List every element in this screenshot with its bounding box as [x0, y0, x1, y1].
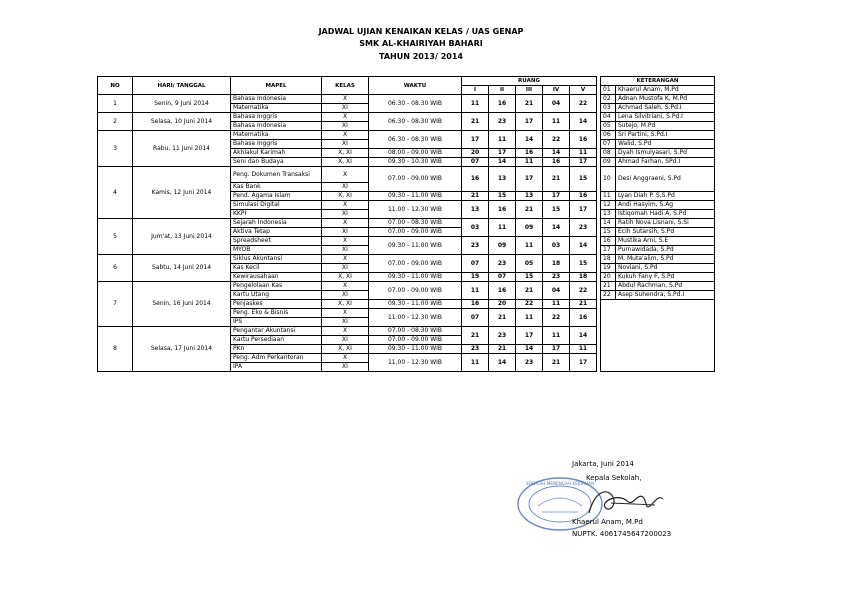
day-date: Selasa, 10 Juni 2014: [133, 113, 231, 131]
waktu-cell: 07.00 - 08.30 WIB: [369, 219, 462, 228]
ruang-cell: 16: [543, 158, 570, 167]
ruang-cell: 17: [543, 192, 570, 201]
keterangan-no: 17: [601, 246, 616, 255]
table-row: [98, 131, 715, 140]
mapel-cell: Bahasa Inggris: [231, 140, 322, 149]
ruang-cell: 17: [516, 327, 543, 345]
waktu-cell: 08.00 - 09.00 WIB: [369, 149, 462, 158]
ruang-cell: 04: [543, 95, 570, 113]
header-ruang: RUANG: [462, 77, 597, 86]
ruang-cell: 22: [543, 131, 570, 149]
mapel-cell: Peng. Dokumen Transaksi: [231, 167, 322, 183]
ruang-cell: 23: [516, 354, 543, 372]
mapel-cell: Aktiva Tetap: [231, 228, 322, 237]
ruang-cell: 09: [489, 237, 516, 255]
mapel-cell: IPS: [231, 318, 322, 327]
ruang-cell: 07: [462, 309, 489, 327]
day-date: Selasa, 17 Juni 2014: [133, 327, 231, 372]
day-no: 4: [98, 167, 133, 219]
kelas-cell: XI: [322, 246, 369, 255]
kelas-cell: XI: [322, 104, 369, 113]
ruang-cell: 21: [489, 309, 516, 327]
keterangan-name: Mustika Arni, S.E: [616, 237, 715, 246]
keterangan-no: 13: [601, 210, 616, 219]
mapel-cell: IPA: [231, 363, 322, 372]
ruang-cell: 14: [489, 158, 516, 167]
ruang-cell: 21: [570, 300, 597, 309]
page-title: JADWAL UJIAN KENAIKAN KELAS / UAS GENAP: [318, 27, 524, 36]
mapel-cell: Kewirausahaan: [231, 273, 322, 282]
ruang-cell: 16: [570, 192, 597, 201]
keterangan-name: Kukuh Fany F, S.Pd: [616, 273, 715, 282]
ruang-cell: 11: [462, 282, 489, 300]
keterangan-no: 04: [601, 113, 616, 122]
ruang-cell: 13: [516, 192, 543, 201]
day-no: 6: [98, 255, 133, 282]
day-date: Rabu, 11 Juni 2014: [133, 131, 231, 167]
ruang-cell: 11: [543, 327, 570, 345]
ruang-cell: 11: [543, 113, 570, 131]
keterangan-name: Dyah Ismulyasari, S.Pd: [616, 149, 715, 158]
waktu-cell: 07.00 - 08.30 WIB: [369, 327, 462, 336]
ruang-cell: 21: [462, 113, 489, 131]
ruang-cell: 11: [462, 95, 489, 113]
mapel-cell: Bahasa Inggris: [231, 113, 322, 122]
ruang-cell: 17: [516, 113, 543, 131]
mapel-cell: Sejarah Indonesia: [231, 219, 322, 228]
waktu-cell: 09.30 - 11.00 WIB: [369, 345, 462, 354]
keterangan-name: Ratih Nova Lisnani, S.Si: [616, 219, 715, 228]
waktu-cell: 09.30 - 11.00 WIB: [369, 300, 462, 309]
ruang-cell: 11: [489, 219, 516, 237]
mapel-cell: Penjaskes: [231, 300, 322, 309]
ruang-cell: 21: [543, 354, 570, 372]
ruang-cell: 03: [543, 237, 570, 255]
keterangan-name: Adnan Mustofa K, M.Pd: [616, 95, 715, 104]
day-no: 3: [98, 131, 133, 167]
header-ruang-4: IV: [543, 86, 570, 95]
mapel-cell: Bahasa Indonesia: [231, 122, 322, 131]
kelas-cell: X, XI: [322, 345, 369, 354]
signer-role: Kepala Sekolah,: [586, 474, 642, 482]
keterangan-no: 21: [601, 282, 616, 291]
ruang-cell: 16: [489, 201, 516, 219]
keterangan-no: 16: [601, 237, 616, 246]
keterangan-name: Abdul Rachman, S.Pd: [616, 282, 715, 291]
kelas-cell: X: [322, 327, 369, 336]
keterangan-name: Achmad Saleh, S.Pd.I: [616, 104, 715, 113]
keterangan-name: Istiqomah Hadi A, S.Pd: [616, 210, 715, 219]
ruang-cell: 07: [462, 158, 489, 167]
kelas-cell: XI: [322, 183, 369, 192]
day-no: 7: [98, 282, 133, 327]
kelas-cell: X: [322, 255, 369, 264]
ruang-cell: 14: [516, 345, 543, 354]
ruang-cell: 21: [462, 192, 489, 201]
ruang-cell: 14: [489, 354, 516, 372]
day-no: 1: [98, 95, 133, 113]
waktu-cell: 06.30 - 08.30 WIB: [369, 95, 462, 113]
keterangan-no: 07: [601, 140, 616, 149]
keterangan-no: 08: [601, 149, 616, 158]
waktu-cell: 07.00 - 09.00 WIB: [369, 336, 462, 345]
keterangan-no: 06: [601, 131, 616, 140]
kelas-cell: X, XI: [322, 149, 369, 158]
kelas-cell: X, XI: [322, 273, 369, 282]
mapel-cell: Peng. Eko & Bisnis: [231, 309, 322, 318]
ruang-cell: 11: [462, 354, 489, 372]
keterangan-name: Walid, S.Pd: [616, 140, 715, 149]
header-ruang-2: II: [489, 86, 516, 95]
ruang-cell: 23: [543, 273, 570, 282]
ruang-cell: 14: [516, 131, 543, 149]
table-row: [98, 219, 715, 228]
ruang-cell: 16: [462, 167, 489, 192]
ruang-cell: 14: [570, 327, 597, 345]
header-keterangan: KETERANGAN: [601, 77, 715, 86]
keterangan-no: 15: [601, 228, 616, 237]
header-hari: HARI/ TANGGAL: [133, 77, 231, 95]
ruang-cell: 04: [543, 282, 570, 300]
kelas-cell: X: [322, 167, 369, 183]
kelas-cell: X: [322, 95, 369, 104]
ruang-cell: 18: [543, 255, 570, 273]
kelas-cell: X, XI: [322, 158, 369, 167]
keterangan-name: M. Muta'alim, S.Pd: [616, 255, 715, 264]
ruang-cell: 11: [543, 300, 570, 309]
ruang-cell: 05: [516, 255, 543, 273]
ruang-cell: 11: [516, 309, 543, 327]
waktu-cell: 09.30 - 10.30 WIB: [369, 158, 462, 167]
ruang-cell: 11: [516, 158, 543, 167]
ruang-cell: 15: [516, 273, 543, 282]
mapel-cell: Kartu Persediaan: [231, 336, 322, 345]
waktu-cell: 11.00 - 12.30 WIB: [369, 354, 462, 372]
keterangan-no: 20: [601, 273, 616, 282]
ruang-cell: 21: [489, 345, 516, 354]
ruang-cell: 23: [462, 345, 489, 354]
ruang-cell: 22: [516, 300, 543, 309]
ruang-cell: 15: [489, 192, 516, 201]
ruang-cell: 22: [570, 282, 597, 300]
ruang-cell: 21: [543, 167, 570, 192]
kelas-cell: X: [322, 201, 369, 210]
keterangan-name: Khaerul Anam, M.Pd: [616, 86, 715, 95]
table-row: [98, 282, 715, 291]
mapel-cell: Akhlakul Karimah: [231, 149, 322, 158]
ruang-cell: 16: [570, 131, 597, 149]
kelas-cell: XI: [322, 122, 369, 131]
ruang-cell: 15: [570, 255, 597, 273]
mapel-cell: Bahasa Indonesia: [231, 95, 322, 104]
kelas-cell: X: [322, 131, 369, 140]
ruang-cell: 22: [543, 309, 570, 327]
kelas-cell: XI: [322, 291, 369, 300]
waktu-cell: 07.00 - 09.00 WIB: [369, 228, 462, 237]
day-no: 2: [98, 113, 133, 131]
keterangan-name: Ecih Sutarsih, S.Pd: [616, 228, 715, 237]
mapel-cell: Kas Bank: [231, 183, 322, 192]
ruang-cell: 14: [570, 237, 597, 255]
kelas-cell: X: [322, 309, 369, 318]
keterangan-name: Sutejo, M.Pd: [616, 122, 715, 131]
table-row: [98, 255, 715, 264]
ruang-cell: 17: [570, 201, 597, 219]
waktu-cell: 07.00 - 09.00 WIB: [369, 167, 462, 192]
header-kelas: KELAS: [322, 77, 369, 95]
mapel-cell: Simulasi Digital: [231, 201, 322, 210]
keterangan-name: Lyan Diah P. S,S.Pd: [616, 192, 715, 201]
keterangan-no: 10: [601, 167, 616, 192]
signer-name: Khaerul Anam, M.Pd: [572, 518, 643, 526]
kelas-cell: XI: [322, 318, 369, 327]
kelas-cell: XI: [322, 228, 369, 237]
ruang-cell: 21: [516, 282, 543, 300]
keterangan-no: 19: [601, 264, 616, 273]
ruang-cell: 17: [570, 354, 597, 372]
keterangan-no: 03: [601, 104, 616, 113]
exam-schedule-table: [97, 76, 715, 372]
keterangan-empty: [601, 300, 715, 372]
header-no: NO: [98, 77, 133, 95]
school-name: SMK AL-KHAIRIYAH BAHARI: [359, 39, 483, 48]
kelas-cell: X: [322, 237, 369, 246]
kelas-cell: X: [322, 113, 369, 122]
mapel-cell: Siklus Akuntansi: [231, 255, 322, 264]
ruang-cell: 23: [489, 327, 516, 345]
kelas-cell: X, XI: [322, 300, 369, 309]
keterangan-name: Lena Silvitriani, S.Pd.I: [616, 113, 715, 122]
keterangan-name: Sri Partini, S.Pd.I: [616, 131, 715, 140]
ruang-cell: 11: [489, 131, 516, 149]
day-date: Senin, 9 Juni 2014: [133, 95, 231, 113]
header-waktu: WAKTU: [369, 77, 462, 95]
header-mapel: MAPEL: [231, 77, 322, 95]
keterangan-name: Ahmad Farhan, SPd.I: [616, 158, 715, 167]
mapel-cell: Pengelolaan Kas: [231, 282, 322, 291]
mapel-cell: Matematika: [231, 131, 322, 140]
waktu-cell: 09.30 - 11.00 WIB: [369, 237, 462, 255]
keterangan-no: 02: [601, 95, 616, 104]
keterangan-no: 05: [601, 122, 616, 131]
ruang-cell: 17: [489, 149, 516, 158]
keterangan-name: Noviani, S.Pd: [616, 264, 715, 273]
ruang-cell: 23: [570, 219, 597, 237]
mapel-cell: KKPI: [231, 210, 322, 219]
ruang-cell: 13: [462, 201, 489, 219]
ruang-cell: 16: [516, 149, 543, 158]
ruang-cell: 17: [516, 167, 543, 192]
day-date: Kamis, 12 Juni 2014: [133, 167, 231, 219]
mapel-cell: MYOB: [231, 246, 322, 255]
waktu-cell: 07.00 - 09.00 WIB: [369, 282, 462, 300]
ruang-cell: 16: [570, 309, 597, 327]
ruang-cell: 15: [543, 201, 570, 219]
ruang-cell: 16: [462, 300, 489, 309]
waktu-cell: 06.30 - 08.30 WIB: [369, 131, 462, 149]
signer-nuptk: NUPTK. 4061745647200023: [572, 530, 672, 538]
mapel-cell: Kas Kecil: [231, 264, 322, 273]
ruang-cell: 20: [462, 149, 489, 158]
header-ruang-1: I: [462, 86, 489, 95]
kelas-cell: XI: [322, 264, 369, 273]
keterangan-no: 11: [601, 192, 616, 201]
mapel-cell: Pengantar Akuntansi: [231, 327, 322, 336]
kelas-cell: XI: [322, 140, 369, 149]
header-ruang-3: III: [516, 86, 543, 95]
ruang-cell: 23: [462, 237, 489, 255]
kelas-cell: XI: [322, 336, 369, 345]
waktu-cell: 11.00 - 12.30 WIB: [369, 309, 462, 327]
day-date: Jum'at, 13 Juni 2014: [133, 219, 231, 255]
keterangan-name: Purnawidada, S.Pd: [616, 246, 715, 255]
day-date: Senin, 16 Juni 2014: [133, 282, 231, 327]
keterangan-no: 18: [601, 255, 616, 264]
mapel-cell: PKn: [231, 345, 322, 354]
keterangan-no: 09: [601, 158, 616, 167]
keterangan-name: Desi Anggraeni, S.Pd: [616, 167, 715, 192]
keterangan-no: 12: [601, 201, 616, 210]
signature-scribble: [585, 483, 665, 521]
ruang-cell: 14: [543, 219, 570, 237]
ruang-cell: 23: [489, 255, 516, 273]
kelas-cell: X: [322, 354, 369, 363]
ruang-cell: 21: [516, 201, 543, 219]
ruang-cell: 17: [543, 345, 570, 354]
mapel-cell: Peng. Adm Perkantoran: [231, 354, 322, 363]
ruang-cell: 16: [489, 282, 516, 300]
kelas-cell: XI: [322, 363, 369, 372]
ruang-cell: 11: [570, 345, 597, 354]
mapel-cell: Kartu Utang: [231, 291, 322, 300]
table-row: [98, 113, 715, 122]
waktu-cell: 09.30 - 11.00 WIB: [369, 192, 462, 201]
mapel-cell: Pend. Agama Islam: [231, 192, 322, 201]
mapel-cell: Seni dan Budaya: [231, 158, 322, 167]
ruang-cell: 23: [489, 113, 516, 131]
ruang-cell: 11: [516, 237, 543, 255]
ruang-cell: 21: [462, 327, 489, 345]
kelas-cell: X: [322, 282, 369, 291]
ruang-cell: 19: [462, 273, 489, 282]
ruang-cell: 07: [462, 255, 489, 273]
kelas-cell: X, XI: [322, 192, 369, 201]
day-no: 8: [98, 327, 133, 372]
place-date: Jakarta, Juni 2014: [572, 460, 634, 468]
ruang-cell: 15: [570, 167, 597, 192]
school-year: TAHUN 2013/ 2014: [379, 52, 463, 61]
kelas-cell: X: [322, 219, 369, 228]
ruang-cell: 16: [489, 95, 516, 113]
day-no: 5: [98, 219, 133, 255]
ruang-cell: 22: [570, 95, 597, 113]
keterangan-name: Asep Suhendra, S.Pd.I: [616, 291, 715, 300]
keterangan-name: Andi Hasyim, S.Ag: [616, 201, 715, 210]
day-date: Sabtu, 14 Juni 2014: [133, 255, 231, 282]
ruang-cell: 14: [570, 113, 597, 131]
keterangan-no: 14: [601, 219, 616, 228]
kelas-cell: XI: [322, 210, 369, 219]
ruang-cell: 14: [543, 149, 570, 158]
ruang-cell: 17: [462, 131, 489, 149]
table-row: [98, 167, 715, 183]
ruang-cell: 09: [516, 219, 543, 237]
ruang-cell: 18: [570, 273, 597, 282]
ruang-cell: 03: [462, 219, 489, 237]
keterangan-no: 01: [601, 86, 616, 95]
ruang-cell: 11: [570, 149, 597, 158]
waktu-cell: 11.00 - 12.30 WIB: [369, 201, 462, 219]
stamp-text: SEKOLAH MENENGAH KEJURUAN: [525, 481, 595, 486]
ruang-cell: 07: [489, 273, 516, 282]
ruang-cell: 17: [570, 158, 597, 167]
mapel-cell: Spreadsheet: [231, 237, 322, 246]
waktu-cell: 07.00 - 09.00 WIB: [369, 255, 462, 273]
keterangan-no: 22: [601, 291, 616, 300]
table-row: [98, 95, 715, 104]
mapel-cell: Matematika: [231, 104, 322, 113]
ruang-cell: 21: [516, 95, 543, 113]
waktu-cell: 09.30 - 11.00 WIB: [369, 273, 462, 282]
ruang-cell: 13: [489, 167, 516, 192]
ruang-cell: 20: [489, 300, 516, 309]
header-ruang-5: V: [570, 86, 597, 95]
waktu-cell: 06.30 - 08.30 WIB: [369, 113, 462, 131]
